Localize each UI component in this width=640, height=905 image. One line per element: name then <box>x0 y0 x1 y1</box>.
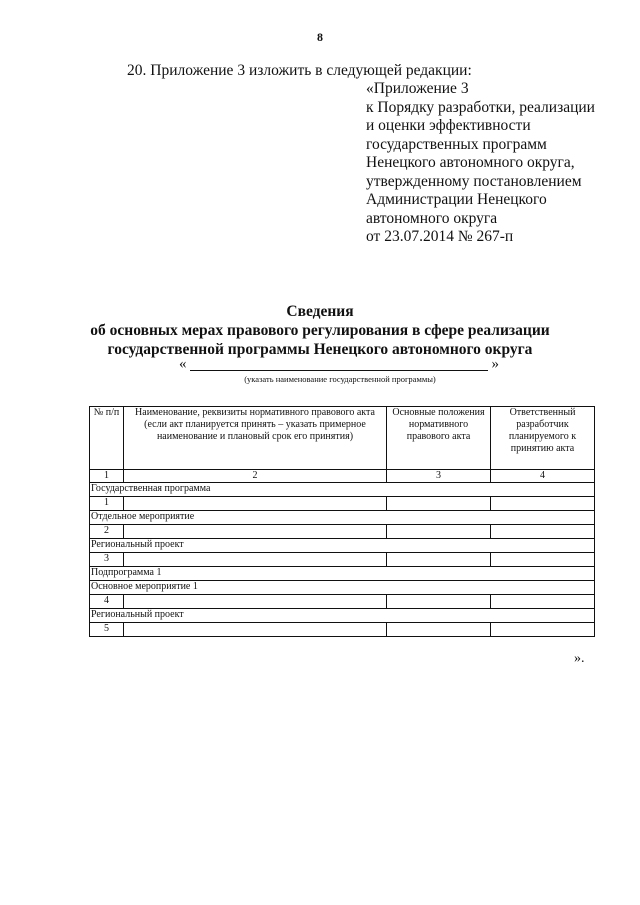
empty-cell <box>491 553 595 567</box>
empty-cell <box>387 497 491 511</box>
table-row <box>90 595 595 609</box>
appendix-reference <box>366 80 595 247</box>
section-row <box>90 483 595 497</box>
empty-cell <box>124 623 387 637</box>
section-title: Основное мероприятие 1 <box>90 581 595 595</box>
empty-cell <box>387 553 491 567</box>
appendix-line: автономного округа <box>366 209 498 227</box>
appendix-line: от 23.07.2014 № 267-п <box>366 228 514 245</box>
appendix-line: утвержденному постановлением <box>366 172 582 190</box>
program-name-hint: (указать наименование государственной программы) <box>244 374 436 384</box>
item-20-text: 20. Приложение 3 изложить в следующей редакции: <box>127 62 472 79</box>
closing-quote: ». <box>574 651 585 666</box>
header-responsible-developer: Ответственный разработчик планируемого к принятию акта <box>491 407 595 470</box>
empty-cell <box>491 525 595 539</box>
header-main-provisions: Основные положения нормативного правового акта <box>387 407 491 470</box>
appendix-line: и оценки эффективности <box>366 117 531 134</box>
row-number: 4 <box>90 595 124 609</box>
table-row <box>90 525 595 539</box>
document-title <box>60 302 580 359</box>
page-number: 8 <box>317 30 323 44</box>
row-number: 2 <box>90 525 124 539</box>
empty-cell <box>387 595 491 609</box>
empty-cell <box>387 623 491 637</box>
section-title: Подпрограмма 1 <box>90 567 595 581</box>
table-row <box>90 553 595 567</box>
appendix-line: «Приложение 3 <box>366 80 469 97</box>
empty-cell <box>124 553 387 567</box>
section-row <box>90 567 595 581</box>
column-number-row <box>90 470 595 483</box>
program-name-blank-line <box>190 370 488 371</box>
header-number: № п/п <box>90 407 124 470</box>
close-quote: » <box>491 356 499 372</box>
row-number: 5 <box>90 623 124 637</box>
appendix-line: государственных программ <box>366 135 547 153</box>
table-row <box>90 623 595 637</box>
column-number: 2 <box>124 470 387 483</box>
empty-cell <box>124 595 387 609</box>
appendix-line: к Порядку разработки, реализации <box>366 98 595 116</box>
header-act-name: Наименование, реквизиты нормативного правового акта (если акт планируется принять – указать примерное наименование и плановый срок его принятия) <box>124 407 387 470</box>
title-line-2: об основных мерах правового регулирования в сфере реализации <box>90 322 550 339</box>
column-number: 4 <box>491 470 595 483</box>
title-line-1: Сведения <box>286 303 354 320</box>
row-number: 1 <box>90 497 124 511</box>
table-header-row <box>90 407 595 470</box>
column-number: 1 <box>90 470 124 483</box>
section-title: Региональный проект <box>90 609 595 623</box>
open-quote: « <box>179 356 187 372</box>
section-title: Региональный проект <box>90 539 595 553</box>
section-row <box>90 609 595 623</box>
section-title: Отдельное мероприятие <box>90 511 595 525</box>
column-number: 3 <box>387 470 491 483</box>
legal-measures-table <box>89 406 595 637</box>
section-row <box>90 539 595 553</box>
empty-cell <box>491 497 595 511</box>
empty-cell <box>491 623 595 637</box>
empty-cell <box>491 595 595 609</box>
section-title: Государственная программа <box>90 483 595 497</box>
section-row <box>90 581 595 595</box>
empty-cell <box>124 497 387 511</box>
empty-cell <box>387 525 491 539</box>
program-name-field <box>179 356 499 374</box>
appendix-line: Ненецкого автономного округа, <box>366 154 575 171</box>
title-line-3: государственной программы Ненецкого автономного округа <box>107 341 533 358</box>
appendix-line: Администрации Ненецкого <box>366 191 547 208</box>
section-row <box>90 511 595 525</box>
row-number: 3 <box>90 553 124 567</box>
table-row <box>90 497 595 511</box>
empty-cell <box>124 525 387 539</box>
